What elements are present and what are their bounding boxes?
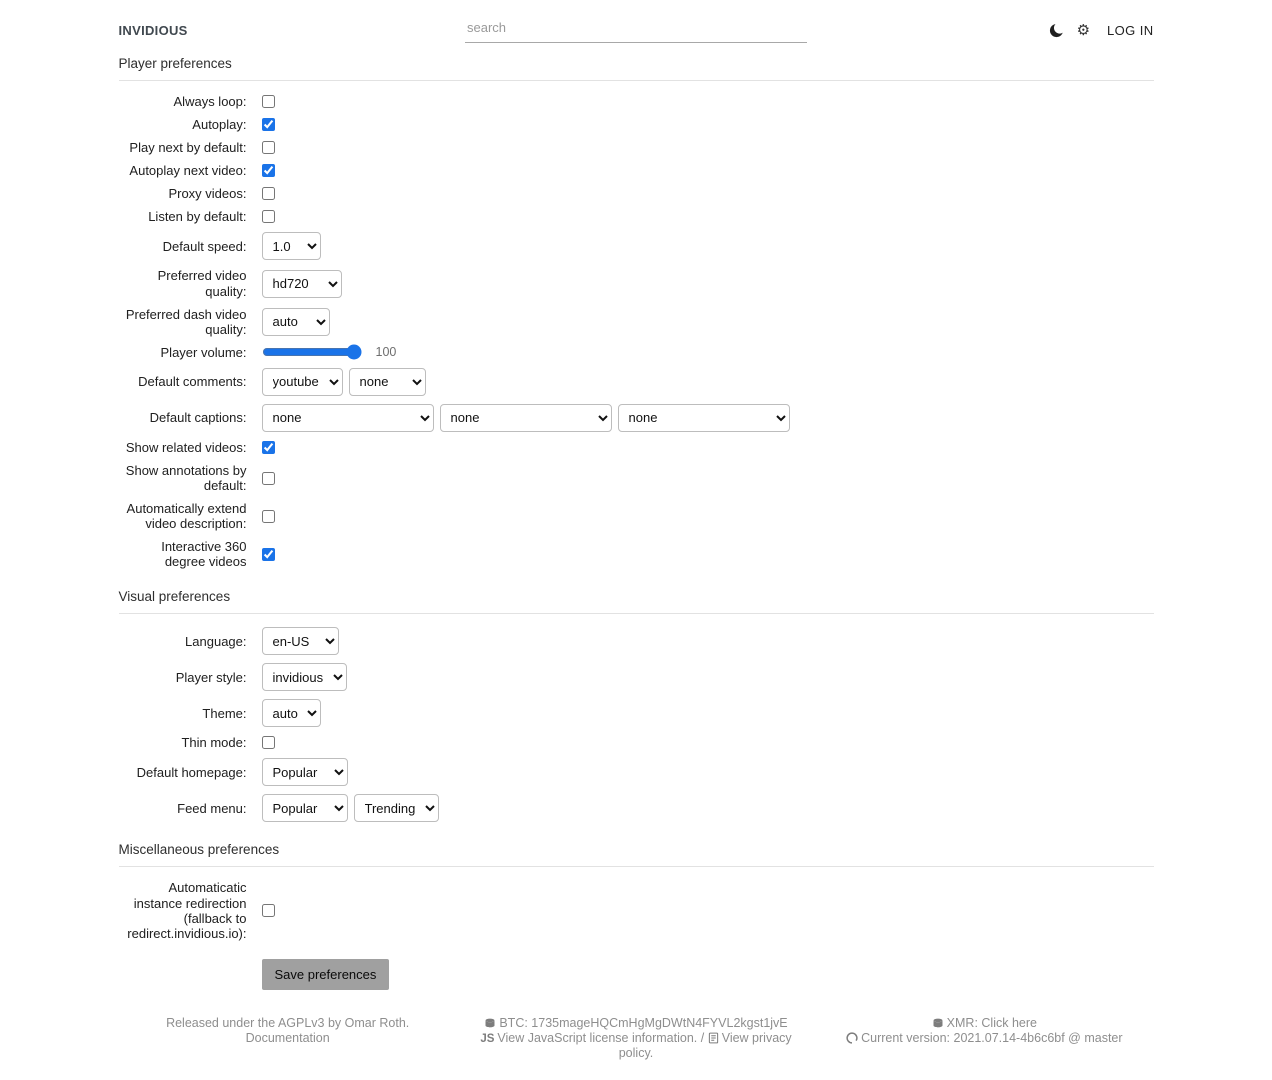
pref-row-feed-menu [119,794,1154,822]
default-homepage-select[interactable] [262,758,348,786]
default-speed-label: Default speed: [162,238,247,254]
pref-row-auto-redirect [119,880,1154,940]
proxy-videos-checkbox[interactable] [262,187,275,200]
default-comments-select-2[interactable] [349,368,426,396]
document-icon [708,1032,719,1044]
login-link[interactable]: LOG IN [1107,22,1154,38]
player-preferences-section [119,44,1154,569]
pref-row-theme [119,699,1154,727]
footer-middle [467,1016,805,1062]
footer-right [815,1016,1153,1062]
always-loop-label: Always loop: [173,94,247,109]
invidious-logo[interactable]: INVIDIOUS [118,22,188,38]
js-license-link[interactable]: View JavaScript license information. [497,1031,698,1046]
theme-select[interactable] [262,699,321,727]
pref-row-listen-by-default [119,209,1154,224]
listen-by-default-label: Listen by default: [148,209,247,225]
preferred-quality-select[interactable] [262,270,342,298]
license-text: Released under the AGPLv3 by Omar Roth. [166,1015,410,1030]
pref-row-language [119,627,1154,655]
version-text: Current version: 2021.07.14-4b6c6bf @ master [861,1031,1123,1046]
feed-menu-select-2[interactable] [354,794,439,822]
feed-menu-select-1[interactable] [262,794,348,822]
thin-mode-checkbox[interactable] [262,736,275,749]
related-videos-label: Show related videos: [125,439,247,455]
github-icon [846,1032,858,1044]
pref-row-default-homepage [119,758,1154,786]
player-volume-label: Player volume: [160,344,247,360]
preferred-quality-label: Preferred video quality: [157,268,247,299]
pref-row-default-comments [119,368,1154,396]
pref-row-extend-description [119,501,1154,531]
always-loop-checkbox[interactable] [262,95,275,108]
listen-by-default-checkbox[interactable] [262,210,275,223]
autoplay-label: Autoplay: [192,117,247,133]
section-title-visual: Visual preferences [119,577,1154,614]
annotations-label: Show annotations by default: [125,462,247,494]
autoplay-next-checkbox[interactable] [262,164,275,177]
pref-row-autoplay [119,117,1154,132]
search-bar [465,17,807,43]
footer-left [119,1016,457,1062]
language-label: Language: [185,633,247,649]
privacy-policy-link[interactable]: View privacy policy. [618,1031,792,1061]
pref-row-proxy-videos [119,186,1154,201]
annotations-checkbox[interactable] [262,472,275,485]
misc-preferences-section [119,830,1154,989]
extend-description-label: Automatically extend video description: [126,501,247,532]
pref-row-preferred-dash-quality [119,307,1154,337]
player-style-select[interactable] [262,663,347,691]
pref-row-player-style [119,663,1154,691]
default-captions-label: Default captions: [149,410,247,426]
xmr-label: XMR: [946,1015,978,1030]
search-input[interactable] [465,17,807,43]
extend-description-checkbox[interactable] [262,510,275,523]
btc-address-text: BTC: 1735mageHQCmHgMgDWtN4FYVL2kgst1jvE [499,1015,788,1030]
pref-row-default-speed [119,232,1154,260]
pref-row-player-volume [119,345,1154,360]
feed-menu-label: Feed menu: [177,800,247,816]
pref-row-thin-mode [119,735,1154,750]
default-captions-select-1[interactable] [262,404,434,432]
pref-row-play-next [119,140,1154,155]
footer [119,1016,1154,1080]
xmr-link[interactable]: Click here [981,1015,1037,1030]
coins-icon [484,1017,496,1029]
player-volume-value: 100 [375,345,397,360]
documentation-link[interactable]: Documentation [245,1031,330,1046]
vr-mode-checkbox[interactable] [262,548,275,561]
theme-label: Theme: [202,705,247,721]
header-actions [1049,23,1154,38]
player-volume-slider[interactable] [262,345,362,359]
player-style-label: Player style: [175,669,247,685]
page-container [119,0,1154,1080]
default-speed-select[interactable] [262,232,321,260]
vr-mode-label: Interactive 360 degree videos [161,539,247,570]
play-next-checkbox[interactable] [262,141,275,154]
visual-preferences-section [119,577,1154,822]
default-captions-select-2[interactable] [440,404,612,432]
section-title-player: Player preferences [119,44,1154,81]
pref-row-default-captions [119,404,1154,432]
auto-redirect-checkbox[interactable] [262,904,275,917]
related-videos-checkbox[interactable] [262,441,275,454]
preferred-dash-quality-label: Preferred dash video quality: [125,306,247,337]
pref-row-always-loop [119,94,1154,109]
pref-row-annotations [119,463,1154,493]
default-comments-select-1[interactable] [262,368,343,396]
pref-row-vr-mode [119,539,1154,569]
dark-theme-moon-icon[interactable] [1049,23,1064,38]
auto-redirect-label: Automaticatic instance redirection (fallback to redirect.invidious.io): [127,880,247,941]
preferred-dash-quality-select[interactable] [262,308,330,336]
js-icon: JS [480,1033,495,1046]
autoplay-checkbox[interactable] [262,118,275,131]
pref-row-preferred-quality [119,268,1154,298]
default-comments-label: Default comments: [138,374,247,390]
proxy-videos-label: Proxy videos: [168,186,247,202]
pref-row-related-videos [119,440,1154,455]
play-next-label: Play next by default: [129,140,247,156]
pref-row-autoplay-next [119,163,1154,178]
autoplay-next-label: Autoplay next video: [129,163,247,179]
default-captions-select-3[interactable] [618,404,790,432]
footer-separator: / [700,1031,705,1046]
gear-icon[interactable]: ⚙ [1076,21,1091,39]
default-homepage-label: Default homepage: [136,764,247,780]
coins-icon [932,1017,944,1029]
top-bar [119,0,1154,44]
save-preferences-button[interactable]: Save preferences [262,959,390,990]
thin-mode-label: Thin mode: [181,735,247,751]
language-select[interactable] [262,627,339,655]
save-row [119,959,1154,990]
section-title-misc: Miscellaneous preferences [119,830,1154,867]
